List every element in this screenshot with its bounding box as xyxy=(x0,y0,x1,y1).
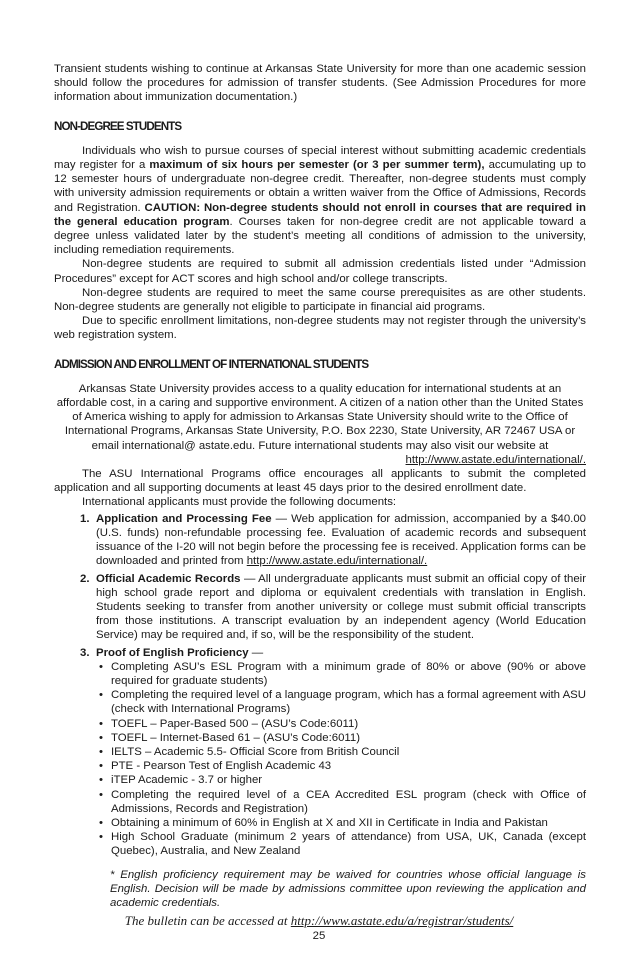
list-item xyxy=(96,731,586,745)
section-heading-international: ADMISSION AND ENROLLMENT OF INTERNATIONAL STUDENTS xyxy=(54,357,369,371)
list-item-text: Completing the required level of a language program, which has a formal agreement with ASU (check with International Programs) xyxy=(111,689,586,716)
list-item xyxy=(96,745,586,759)
list-item xyxy=(96,830,586,858)
text-run: . Courses taken for non-degree credit are not applicable toward a degree unless validated later by the student’s meeting all conditions of admission to the university, including remediation requirements. xyxy=(54,215,586,257)
list-item-text: iTEP Academic - 3.7 or higher xyxy=(111,774,263,787)
non-degree-paragraph-3: Non-degree students are required to meet the same course prerequisites as are other students. Non-degree students are generally not eligible to participate in financial aid programs. xyxy=(54,286,586,314)
item-text: — All undergraduate applicants must submit an official copy of their high school grade report and diploma or equivalent credentials with translation in English. Students seeking to transfer from another university or college must submit official transcripts from those institutions. A transcript evaluation by an independent agency (World Education Service) may be required and, if so, will be the responsibility of the student. xyxy=(96,572,586,642)
document-item-academic-records xyxy=(54,572,586,643)
transient-students-paragraph: Transient students wishing to continue at Arkansas State University for more than one academic session should follow the procedures for admission of transfer students. (See Admission Procedures for more information about immunization documentation.) xyxy=(54,63,586,104)
international-intro-paragraph xyxy=(54,382,586,453)
required-documents-list xyxy=(54,512,586,859)
list-item-text: Obtaining a minimum of 60% in English at X and XII in Certificate in India and Pakistan xyxy=(111,816,548,829)
item-text: — xyxy=(248,646,264,659)
list-item-text: High School Graduate (minimum 2 years of attendance) from USA, UK, Canada (except Quebec), Australia, and New Zealand xyxy=(111,831,586,858)
list-item xyxy=(96,816,586,830)
item-title: Application and Processing Fee xyxy=(96,512,272,525)
item-number: 2. xyxy=(80,572,90,585)
bullet-icon: • xyxy=(99,760,103,773)
non-degree-paragraph-2: Non-degree students are required to submit all admission credentials listed under “Admission Procedures” except for ACT scores and high school and/or college transcripts. xyxy=(54,258,586,285)
bullet-icon: • xyxy=(99,831,103,844)
english-waiver-note: * English proficiency requirement may be waived for countries whose official language is English. Decision will be made by admissions committee upon reviewing the application and academic credentials. xyxy=(110,868,586,909)
list-item-text: Completing the required level of a CEA Accredited ESL program (check with Office of Admissions, Records and Registration) xyxy=(111,788,586,815)
list-item xyxy=(96,788,586,816)
footer-text: The bulletin can be accessed at xyxy=(124,913,291,928)
section-heading-non-degree: NON-DEGREE STUDENTS xyxy=(54,119,182,133)
list-item xyxy=(96,759,586,773)
text-run: accumulating up to 12 semester hours of undergraduate non-degree credit. Thereafter, non-degree students must comply with university admission requirements or obtain a written waiver from the Office of Admissions, Records and Registration. xyxy=(54,159,586,214)
list-item-text: TOEFL – Paper-Based 500 – (ASU’s Code:6011) xyxy=(111,717,359,730)
item-number: 3. xyxy=(80,646,90,659)
bullet-icon: • xyxy=(99,788,103,801)
list-item xyxy=(96,660,586,688)
non-degree-paragraph-1 xyxy=(54,144,586,258)
item-title: Proof of English Proficiency xyxy=(96,646,249,659)
document-item-application-fee xyxy=(54,512,586,569)
application-forms-link[interactable]: http://www.astate.edu/international/. xyxy=(246,555,428,568)
item-title: Official Academic Records xyxy=(96,572,241,585)
non-degree-paragraph-4: Due to specific enrollment limitations, non-degree students may not register through the university’s web registration system. xyxy=(54,315,586,342)
international-website-link[interactable]: http://www.astate.edu/international/. xyxy=(405,453,586,466)
page-number: 25 xyxy=(312,930,326,942)
international-paragraph-3: International applicants must provide the following documents: xyxy=(82,496,397,509)
list-item-text: TOEFL – Internet-Based 61 – (ASU’s Code:6011) xyxy=(111,731,361,744)
registrar-link[interactable]: http://www.astate.edu/a/registrar/students/ xyxy=(290,913,514,928)
bullet-icon: • xyxy=(99,774,103,787)
item-number: 1. xyxy=(80,512,90,525)
max-hours-emphasis: maximum of six hours per semester (or 3 per summer term), xyxy=(149,159,485,172)
bullet-icon: • xyxy=(99,731,103,744)
text-run: Individuals who wish to pursue courses of special interest without submitting academic credentials may register for a xyxy=(54,144,586,172)
list-item-text: PTE - Pearson Test of English Academic 43 xyxy=(111,760,332,773)
bullet-icon: • xyxy=(99,660,103,673)
list-item xyxy=(96,717,586,731)
bullet-icon: • xyxy=(99,816,103,829)
list-item xyxy=(96,688,586,716)
document-item-english-proficiency xyxy=(54,646,586,859)
list-item-text: Completing ASU’s ESL Program with a minimum grade of 80% or above (90% or above required for graduate students) xyxy=(111,660,586,687)
bulletin-page xyxy=(54,62,586,910)
item-text: — Web application for admission, accompanied by a $40.00 (U.S. funds) non-refundable processing fee. Evaluation of academic records and subsequent issuance of the I-20 will not begin before the processing fee is received. Application forms can be downloaded and printed from xyxy=(96,512,587,568)
list-item xyxy=(96,773,586,787)
bullet-icon: • xyxy=(99,745,103,758)
caution-emphasis: CAUTION: Non-degree students should not enroll in courses that are required in the general education program xyxy=(54,201,586,228)
international-paragraph-2: The ASU International Programs office encourages all applicants to submit the completed application and all supporting documents at least 45 days prior to the desired enrollment date. xyxy=(54,468,586,495)
english-proficiency-options xyxy=(96,660,586,859)
bulletin-footer xyxy=(0,913,638,929)
bullet-icon: • xyxy=(99,717,103,730)
list-item-text: IELTS – Academic 5.5- Official Score from British Council xyxy=(111,745,400,758)
text-run: Arkansas State University provides access to a quality education for international students at an affordable cost, in a caring and supportive environment. A citizen of a nation other than the United States of America wishing to apply for admission to Arkansas State University should write to the Office of International Programs, Arkansas State University, P.O. Box 2230, State University, AR 72467 USA or email international@ astate.edu. Future international students may also visit our website at xyxy=(56,382,584,452)
international-website-link-line xyxy=(54,453,586,467)
bullet-icon: • xyxy=(99,689,103,702)
